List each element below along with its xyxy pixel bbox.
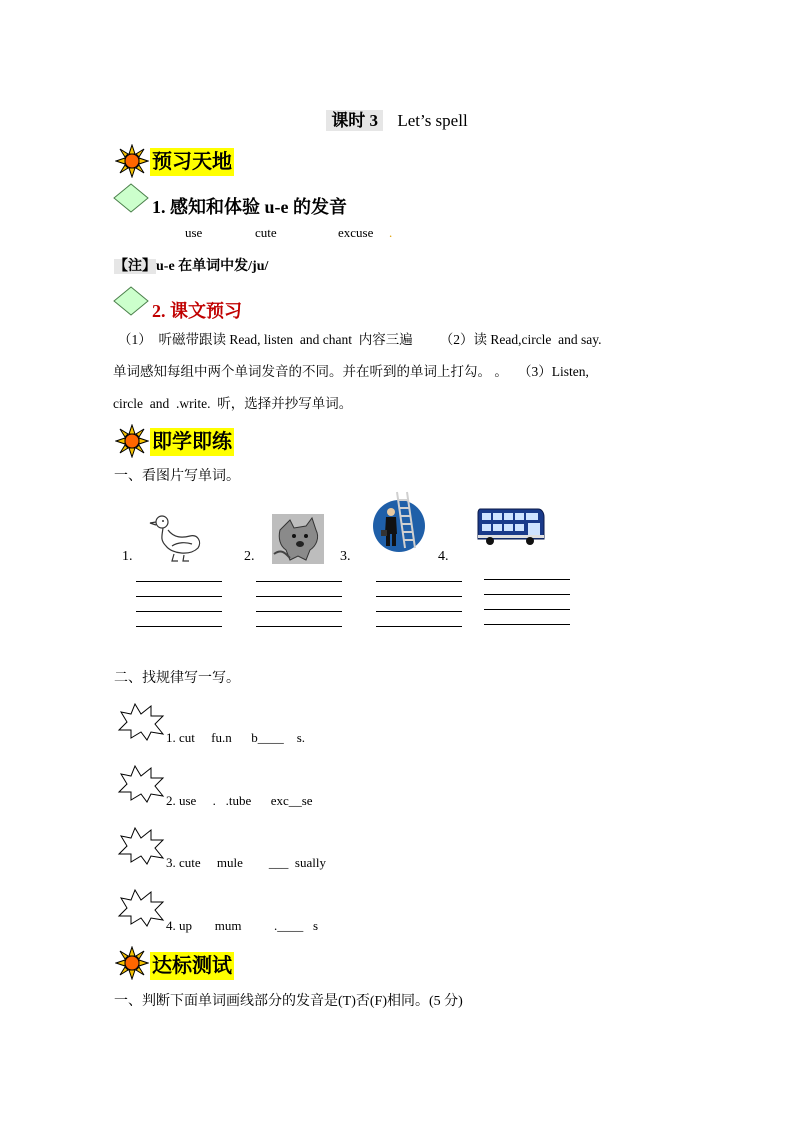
item-number: 3.: [340, 549, 351, 564]
test-q1-instruction: 一、判断下面单词画线部分的发音是(T)否(F)相同。(5 分): [114, 994, 463, 1009]
pattern-row-1: 1. cut fu.n b____ s.: [166, 730, 306, 745]
dog-icon: [272, 514, 324, 564]
burst-icon: [117, 826, 165, 866]
lesson-subtitle: Let’s spell: [397, 111, 468, 130]
part2-heading: 2. 课文预习: [152, 301, 242, 321]
item-number: 4.: [438, 549, 449, 564]
q1-instruction: 一、看图片写单词。: [114, 469, 240, 484]
duck-icon: [148, 512, 204, 564]
writing-lines-2[interactable]: [256, 581, 342, 641]
word-cute: cute: [255, 225, 277, 240]
pattern-row-4: 4. up mum .____ s: [166, 918, 319, 933]
lesson-number: 课时 3: [326, 110, 383, 131]
section-heading-preview: 预习天地: [150, 148, 234, 176]
sun-icon: [115, 144, 149, 178]
man-on-ladder-icon: [371, 490, 427, 556]
diamond-icon: [113, 183, 149, 213]
page-title: [0, 106, 794, 131]
section-heading-practice: 即学即练: [150, 428, 234, 456]
sun-icon: [115, 946, 149, 980]
item-number: 2.: [244, 549, 255, 564]
part2-line1: （1） 听磁带跟读 Read, listen and chant 内容三遍 （2）读 Read,circle and say.: [118, 332, 602, 347]
diamond-icon: [113, 286, 149, 316]
writing-lines-1[interactable]: [136, 581, 222, 641]
item-number: 1.: [122, 549, 133, 564]
note-bracket: 【注】: [114, 259, 156, 274]
word-excuse: excuse: [338, 225, 374, 240]
note-text: u-e 在单词中发/ju/: [156, 259, 269, 274]
bus-icon: [476, 505, 546, 547]
burst-icon: [117, 888, 165, 928]
note: [114, 255, 268, 275]
decorative-dot: .: [389, 225, 393, 240]
word-use: use: [185, 225, 203, 240]
q2-instruction: 二、找规律写一写。: [114, 671, 240, 686]
part2-line3: circle and .write. 听，选择并抄写单词。: [113, 396, 353, 411]
pattern-row-3: 3. cute mule ___ sually: [166, 855, 326, 870]
part2-line2: 单词感知每组中两个单词发音的不同。并在听到的单词上打勾。 。 （3）Listen,: [113, 364, 589, 379]
section-heading-test: 达标测试: [150, 952, 234, 980]
writing-lines-4[interactable]: [484, 579, 570, 639]
sun-icon: [115, 424, 149, 458]
part1-heading: 1. 感知和体验 u-e 的发音: [152, 197, 347, 217]
pattern-row-2: 2. use . .tube exc__se: [166, 793, 313, 808]
burst-icon: [117, 764, 165, 804]
burst-icon: [117, 702, 165, 742]
writing-lines-3[interactable]: [376, 581, 462, 641]
